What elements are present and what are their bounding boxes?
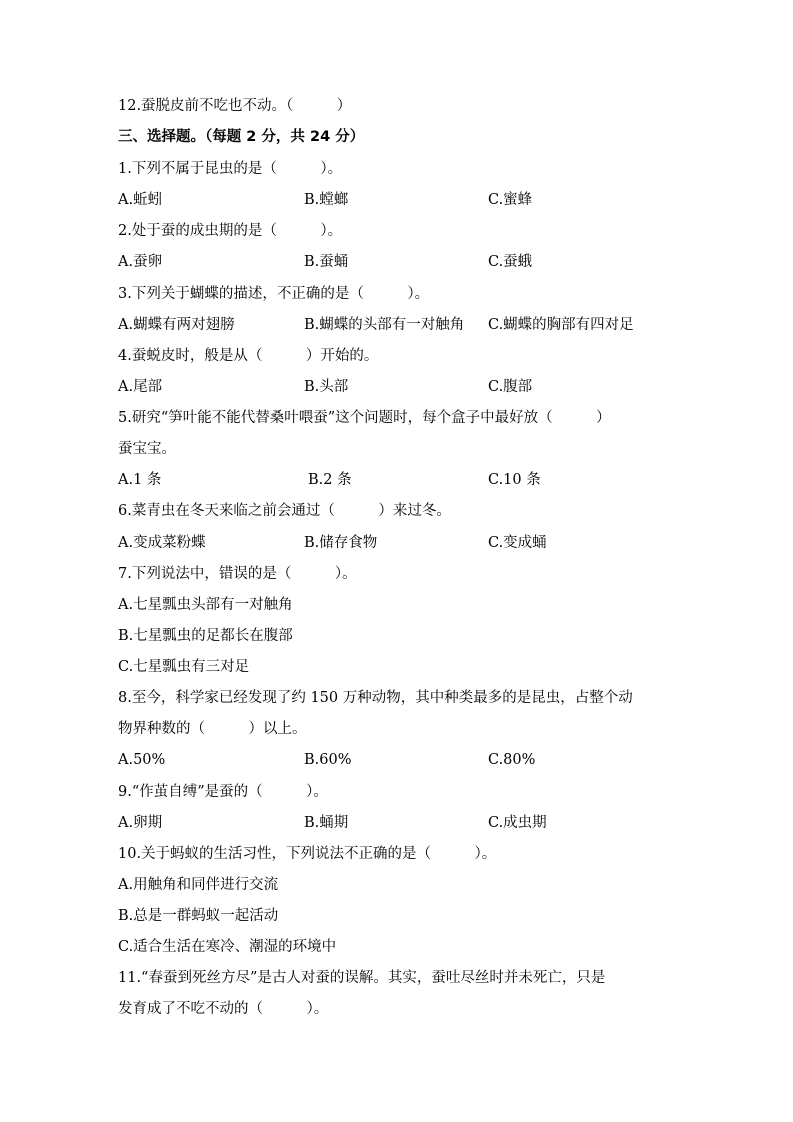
question-8-text-line1: 8.至今，科学家已经发现了约 150 万种动物，其中种类最多的是昆虫，占整个动	[118, 690, 633, 706]
question-10-option-b: B.总是一群蚂蚁一起活动	[118, 908, 279, 924]
question-5-text-line1: 5.研究“笋叶能不能代替桑叶喂蚕”这个问题时，每个盒子中最好放（ ）	[118, 410, 611, 426]
question-8-text-line2: 物界种数的（ ）以上。	[118, 721, 307, 737]
option-a: A.50%	[118, 752, 166, 768]
option-b: B.头部	[304, 379, 349, 395]
section-title: 三、选择题。（每题 2 分，共 24 分）	[118, 129, 365, 145]
option-a: A.蚕卵	[118, 254, 163, 270]
question-5-options	[118, 470, 678, 490]
question-9-text: 9.“作茧自缚”是蚕的（ ）。	[118, 784, 328, 800]
option-a: A.蝴蝶有两对翅膀	[118, 317, 235, 333]
question-12-text: 12.蚕脱皮前不吃也不动。（ ）	[118, 98, 352, 114]
option-c: C.成虫期	[488, 815, 547, 831]
question-5-text-line2: 蚕宝宝。	[118, 441, 176, 457]
question-4-text: 4.蚕蜕皮时，般是从（ ）开始的。	[118, 348, 379, 364]
option-a: A.卵期	[118, 815, 163, 831]
option-a: A.尾部	[118, 379, 163, 395]
question-10-text: 10.关于蚂蚁的生活习性，下列说法不正确的是（ ）。	[118, 846, 497, 862]
option-b: B.螳螂	[304, 192, 349, 208]
question-1-text: 1.下列不属于昆虫的是（ ）。	[118, 161, 343, 177]
question-2-text: 2.处于蚕的成虫期的是（ ）。	[118, 223, 343, 239]
option-b: B.60%	[304, 752, 352, 768]
question-6-text: 6.菜青虫在冬天来临之前会通过（ ）来过冬。	[118, 503, 451, 519]
question-3-text: 3.下列关于蝴蝶的描述，不正确的是（ ）。	[118, 286, 430, 302]
option-c: C.变成蛹	[488, 535, 547, 551]
option-a: A.1 条	[118, 472, 162, 488]
option-c: C.10 条	[488, 472, 541, 488]
option-b: B.蚕蛹	[304, 254, 349, 270]
question-7-option-a: A.七星瓢虫头部有一对触角	[118, 597, 293, 613]
question-11-text-line1: 11.“春蚕到死丝方尽”是古人对蚕的误解。其实，蚕吐尽丝时并未死亡，只是	[118, 970, 606, 986]
option-a: A.蚯蚓	[118, 192, 163, 208]
question-10-option-a: A.用触角和同伴进行交流	[118, 877, 279, 893]
question-10-option-c: C.适合生活在寒冷、潮湿的环境中	[118, 939, 337, 955]
option-c: C.腹部	[488, 379, 533, 395]
question-11-text-line2: 发育成了不吃不动的（ ）。	[118, 1001, 329, 1017]
option-b: B.蝴蝶的头部有一对触角	[304, 317, 465, 333]
option-b: B.蛹期	[304, 815, 349, 831]
question-9-options	[118, 813, 678, 833]
option-c: C.80%	[488, 752, 536, 768]
option-a: A.变成菜粉蝶	[118, 535, 206, 551]
option-c: C.蜜蜂	[488, 192, 533, 208]
question-3-options	[118, 315, 678, 335]
question-7-text: 7.下列说法中，错误的是（ ）。	[118, 566, 357, 582]
question-6-options	[118, 533, 678, 553]
question-4-options	[118, 377, 678, 397]
option-b: B.2 条	[308, 472, 352, 488]
option-c: C.蝴蝶的胸部有四对足	[488, 317, 634, 333]
question-2-options	[118, 252, 678, 272]
option-c: C.蚕蛾	[488, 254, 533, 270]
option-b: B.储存食物	[304, 535, 378, 551]
question-7-option-c: C.七星瓢虫有三对足	[118, 659, 250, 675]
question-1-options	[118, 190, 678, 210]
question-8-options	[118, 750, 678, 770]
question-7-option-b: B.七星瓢虫的足都长在腹部	[118, 628, 293, 644]
